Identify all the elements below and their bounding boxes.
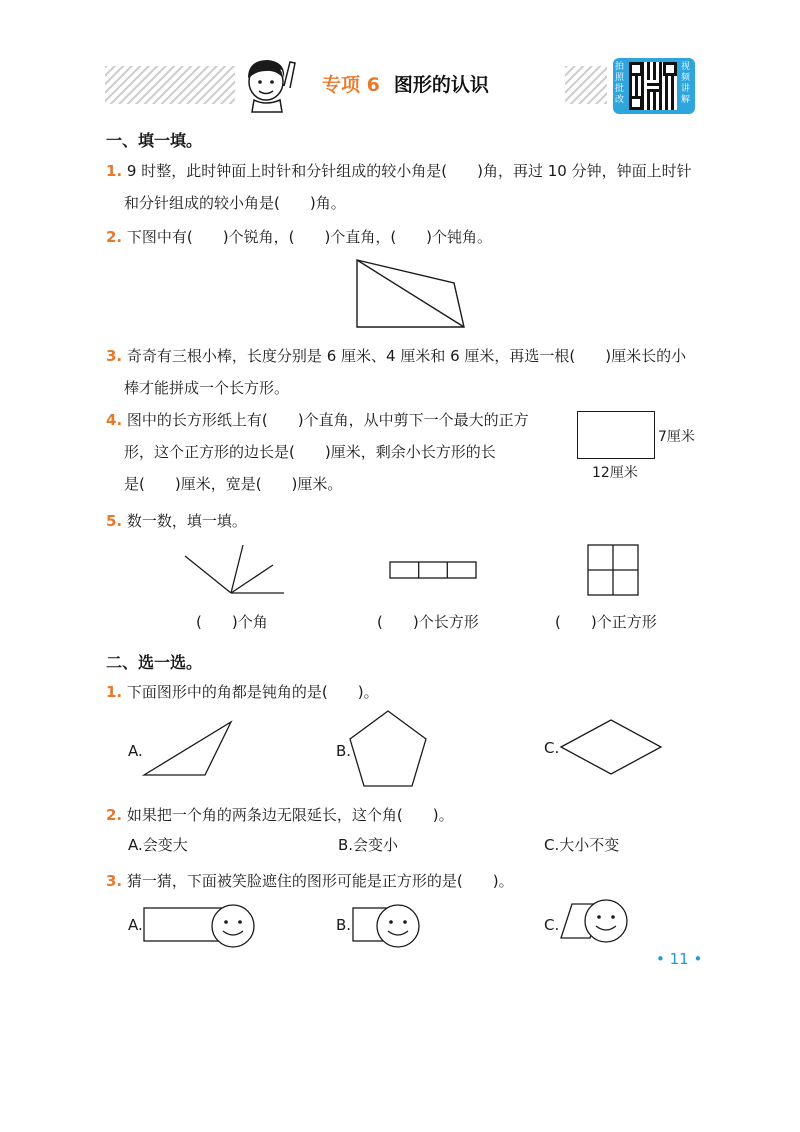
s2-q1-number: 1. bbox=[106, 683, 123, 701]
title-text: 图形的认识 bbox=[393, 74, 489, 96]
title-number: 专项 6 bbox=[322, 74, 380, 96]
s1-q5-number: 5. bbox=[106, 512, 123, 530]
s1-q1-number: 1. bbox=[106, 162, 123, 180]
s1-q1-text1: 9 时整，此时钟面上时针和分针组成的较小角是( )角，再过 10 分钟，钟面上时针 bbox=[126, 162, 692, 180]
header-hatch-left bbox=[105, 66, 235, 104]
s2-q3-text: 猜一猜，下面被笑脸遮住的图形可能是正方形的是( )。 bbox=[126, 872, 514, 890]
rhombus-figure bbox=[560, 719, 662, 775]
s1-q3-line2: 棒才能拼成一个长方形。 bbox=[124, 379, 290, 397]
q5-answer-squares: ( )个正方形 bbox=[555, 613, 657, 631]
hidden-rectangle-figure bbox=[143, 903, 263, 953]
qr-caption-right: 视频讲解 bbox=[681, 62, 691, 105]
s2-q1-text: 下面图形中的角都是钝角的是( )。 bbox=[126, 683, 379, 701]
s2-q2-option-c: C.大小不变 bbox=[544, 836, 620, 854]
s2-q3-option-c: C. bbox=[544, 916, 560, 934]
s2-q1-option-c: C. bbox=[544, 739, 560, 757]
s1-q4-line3: 是( )厘米，宽是( )厘米。 bbox=[124, 475, 343, 493]
hidden-square-figure bbox=[352, 903, 432, 953]
section2-heading: 二、选一选。 bbox=[106, 653, 203, 672]
q2-trapezoid-figure bbox=[356, 259, 466, 329]
s2-q1-option-b: B. bbox=[336, 742, 352, 760]
q5-angles-figure bbox=[185, 545, 285, 605]
s2-q3-option-a: A. bbox=[128, 916, 143, 934]
qr-caption-left: 拍照批改 bbox=[615, 62, 625, 105]
s1-q2-number: 2. bbox=[106, 228, 123, 246]
q4-rectangle-figure bbox=[577, 411, 655, 459]
s1-q2-text: 下图中有( )个锐角，( )个直角，( )个钝角。 bbox=[126, 228, 493, 246]
s1-q3-text1: 奇奇有三根小棒，长度分别是 6 厘米、4 厘米和 6 厘米，再选一根( )厘米长的小 bbox=[126, 347, 687, 365]
s1-q3-line1 bbox=[106, 346, 686, 366]
s2-q3 bbox=[106, 871, 514, 891]
qr-code-icon bbox=[629, 62, 677, 110]
s2-q2-text: 如果把一个角的两条边无限延长，这个角( )。 bbox=[126, 806, 454, 824]
obtuse-triangle-figure bbox=[143, 721, 233, 776]
section1-heading: 一、填一填。 bbox=[106, 131, 203, 150]
s2-q2 bbox=[106, 805, 454, 825]
s2-q2-number: 2. bbox=[106, 806, 123, 824]
s2-q2-option-a: A.会变大 bbox=[128, 836, 188, 854]
q4-height-label: 7厘米 bbox=[658, 429, 695, 445]
header-hatch-right bbox=[565, 66, 607, 104]
page-number-value: 11 bbox=[669, 950, 689, 968]
s1-q5 bbox=[106, 511, 247, 531]
s1-q4-text1: 图中的长方形纸上有( )个直角，从中剪下一个最大的正方 bbox=[126, 411, 529, 429]
s1-q4-line1 bbox=[106, 410, 529, 430]
s2-q3-option-b: B. bbox=[336, 916, 352, 934]
q5-answer-angles: ( )个角 bbox=[196, 613, 268, 631]
s1-q1-line1 bbox=[106, 161, 692, 181]
s1-q4-line2: 形，这个正方形的边长是( )厘米，剩余小长方形的长 bbox=[124, 443, 496, 461]
smiley-face-icon bbox=[0, 0, 1, 1]
s1-q1-line2: 和分针组成的较小角是( )角。 bbox=[124, 194, 346, 212]
s2-q2-option-b: B.会变小 bbox=[338, 836, 399, 854]
s1-q4-number: 4. bbox=[106, 411, 123, 429]
s2-q1 bbox=[106, 682, 379, 702]
page-number: • 11 • bbox=[656, 950, 703, 968]
q5-squares-figure bbox=[587, 544, 639, 596]
s1-q5-text: 数一数，填一填。 bbox=[126, 512, 247, 530]
s1-q3-number: 3. bbox=[106, 347, 123, 365]
s2-q3-number: 3. bbox=[106, 872, 123, 890]
s1-q2 bbox=[106, 227, 492, 247]
s2-q1-option-a: A. bbox=[128, 742, 143, 760]
page-title bbox=[322, 70, 489, 97]
q5-answer-rectangles: ( )个长方形 bbox=[377, 613, 479, 631]
pentagon-figure bbox=[348, 710, 428, 788]
hidden-parallelogram-figure bbox=[560, 898, 640, 948]
qr-badge[interactable] bbox=[613, 58, 695, 114]
q4-width-label: 12厘米 bbox=[592, 465, 638, 481]
boy-mascot-icon bbox=[240, 56, 300, 112]
q5-rectangles-figure bbox=[389, 561, 479, 581]
